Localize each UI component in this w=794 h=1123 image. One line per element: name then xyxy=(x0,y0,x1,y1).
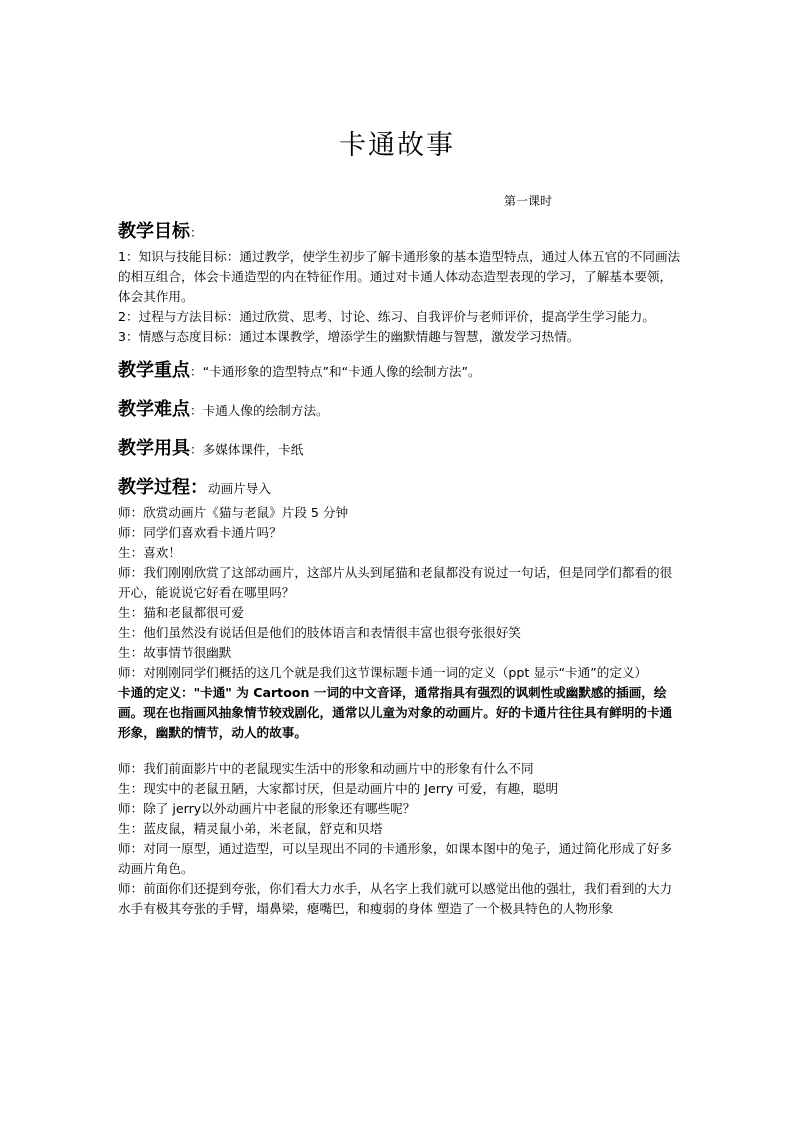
spacer xyxy=(118,743,682,759)
process-line: 生：他们虽然没有说话但是他们的肢体语言和表情很丰富也很夸张很好笑 xyxy=(118,625,521,640)
difficulty-heading: 教学难点 xyxy=(118,399,190,420)
key-point-heading: 教学重点 xyxy=(118,360,190,381)
process-line: 生：故事情节很幽默 xyxy=(118,645,232,660)
difficulty-section xyxy=(118,396,682,425)
goals-heading: 教学目标 xyxy=(118,221,190,242)
process-section xyxy=(118,474,682,503)
key-point-text: ：“卡通形象的造型特点”和“卡通人像的绘制方法”。 xyxy=(190,364,481,379)
tools-heading: 教学用具 xyxy=(118,438,190,459)
goal-item-1: 1：知识与技能目标：通过教学，使学生初步了解卡通形象的基本造型特点，通过人体五官的不同画法的相互组合，体会卡通造型的内在特征作用。通过对卡通人体动态造型表现的学习，了解基本要领，体会其作用。 xyxy=(118,249,681,304)
key-point-section xyxy=(118,357,682,386)
cartoon-definition: 卡通的定义："卡通" 为 Cartoon 一词的中文音译，通常指具有强烈的讽刺性或幽默感的插画，绘画。现在也指画风抽象情节较戏剧化，通常以儿童为对象的动画片。好的卡通片往往具有鲜明的卡通形象，幽默的情节，动人的故事。 xyxy=(118,685,673,740)
tools-section xyxy=(118,435,682,464)
process-intro: 动画片导入 xyxy=(208,481,271,496)
page-title: 卡通故事 xyxy=(339,130,455,161)
process-heading: 教学过程： xyxy=(118,477,208,498)
process-line: 师：同学们喜欢看卡通片吗？ xyxy=(118,525,282,540)
goals-section-heading xyxy=(118,218,682,247)
process-line: 生：喜欢！ xyxy=(118,545,181,560)
document-body xyxy=(118,218,682,919)
process-line: 生：蓝皮鼠，精灵鼠小弟，米老鼠，舒克和贝塔 xyxy=(118,821,383,836)
goal-item-2: 2：过程与方法目标：通过欣赏、思考、讨论、练习、自我评价与老师评价，提高学生学习能力。 xyxy=(118,309,655,324)
tools-text: ：多媒体课件，卡纸 xyxy=(190,442,304,457)
lesson-label: 第一课时 xyxy=(504,194,553,208)
process-line: 师：对刚刚同学们概括的这几个就是我们这节课标题卡通一词的定义（ppt 显示“卡通”的定义） xyxy=(118,665,648,680)
goals-colon: ： xyxy=(190,225,203,240)
process-line: 师：欣赏动画片《猫与老鼠》片段 5 分钟 xyxy=(118,505,349,520)
process-line: 生：现实中的老鼠丑陋，大家都讨厌，但是动画片中的 Jerry 可爱，有趣，聪明 xyxy=(118,781,559,796)
process-line: 师：除了 jerry以外动画片中老鼠的形象还有哪些呢？ xyxy=(118,801,416,816)
process-line: 师：我们前面影片中的老鼠现实生活中的形象和动画片中的形象有什么不同 xyxy=(118,761,534,776)
process-line: 师：对同一原型，通过造型，可以呈现出不同的卡通形象，如课本图中的兔子，通过简化形成了好多动画片角色。 xyxy=(118,841,673,876)
difficulty-text: ：卡通人像的绘制方法。 xyxy=(190,403,329,418)
process-line: 生：猫和老鼠都很可爱 xyxy=(118,605,244,620)
process-line: 师：我们刚刚欣赏了这部动画片，这部片从头到尾猫和老鼠都没有说过一句话，但是同学们都看的很开心，能说说它好看在哪里吗？ xyxy=(118,565,673,600)
goal-item-3: 3：情感与态度目标：通过本课教学，增添学生的幽默情趣与智慧，激发学习热情。 xyxy=(118,329,580,344)
process-line: 师：前面你们还提到夸张，你们看大力水手，从名字上我们就可以感觉出他的强壮，我们看到的大力水手有极其夸张的手臂，塌鼻梁，瘪嘴巴，和瘦弱的身体 塑造了一个极具特色的人物形象 xyxy=(118,881,673,916)
